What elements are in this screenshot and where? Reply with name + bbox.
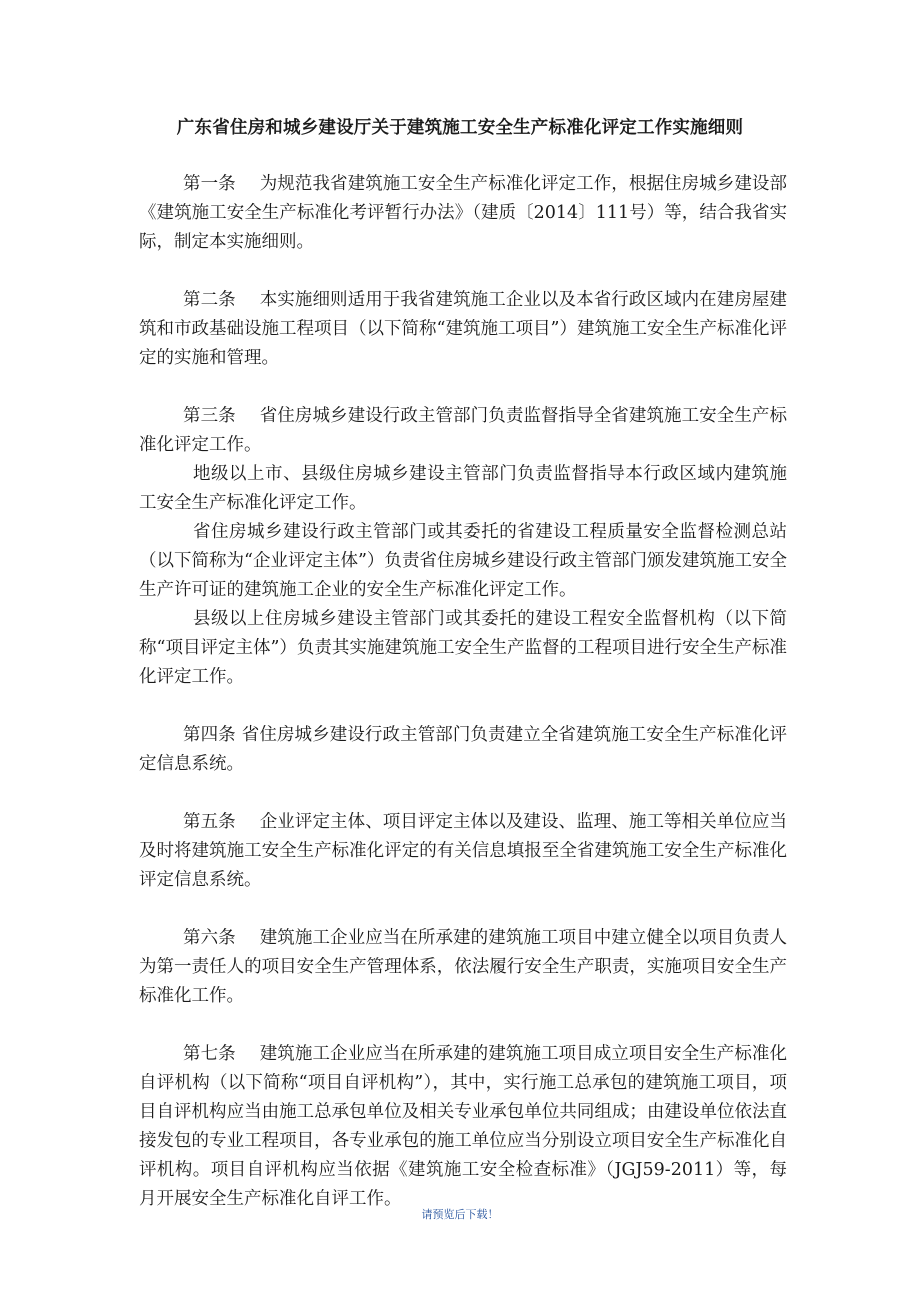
article-7 bbox=[139, 1040, 787, 1214]
article-3 bbox=[139, 402, 787, 692]
article-paragraph: 县级以上住房城乡建设主管部门或其委托的建设工程安全监督机构（以下简称“项目评定主体”）负责其实施建筑施工安全生产监督的工程项目进行安全生产标准化评定工作。 bbox=[139, 609, 787, 687]
article-1 bbox=[139, 170, 787, 257]
article-label: 第四条 bbox=[183, 725, 236, 745]
article-text: 企业评定主体、项目评定主体以及建设、监理、施工等相关单位应当及时将建筑施工安全生产标准化评定的有关信息填报至全省建筑施工安全生产标准化评定信息系统。 bbox=[139, 812, 787, 890]
article-label: 第七条 bbox=[183, 1044, 236, 1064]
article-4 bbox=[139, 721, 787, 779]
article-text: 省住房城乡建设行政主管部门负责监督指导全省建筑施工安全生产标准化评定工作。 bbox=[139, 406, 787, 455]
document-body bbox=[139, 170, 787, 1243]
article-paragraph bbox=[139, 924, 787, 1011]
article-label: 第三条 bbox=[183, 406, 236, 426]
article-label: 第六条 bbox=[183, 928, 236, 948]
article-text: 为规范我省建筑施工安全生产标准化评定工作，根据住房城乡建设部《建筑施工安全生产标准化考评暂行办法》（建质〔2014〕111号）等，结合我省实际，制定本实施细则。 bbox=[139, 174, 787, 252]
article-2 bbox=[139, 286, 787, 373]
page-footer: 请预览后下载！ bbox=[421, 1208, 499, 1221]
article-label: 第二条 bbox=[183, 290, 236, 310]
article-label: 第一条 bbox=[183, 174, 236, 194]
document-title: 广东省住房和城乡建设厅关于建筑施工安全生产标准化评定工作实施细则 bbox=[176, 118, 744, 138]
article-paragraph bbox=[139, 808, 787, 895]
article-5 bbox=[139, 808, 787, 895]
article-6 bbox=[139, 924, 787, 1011]
article-paragraph: 地级以上市、县级住房城乡建设主管部门负责监督指导本行政区域内建筑施工安全生产标准化评定工作。 bbox=[139, 464, 787, 513]
article-paragraph bbox=[139, 170, 787, 257]
article-paragraph bbox=[139, 402, 787, 460]
article-label: 第五条 bbox=[183, 812, 236, 832]
article-text: 建筑施工企业应当在所承建的建筑施工项目成立项目安全生产标准化自评机构（以下简称“项目自评机构”），其中，实行施工总承包的建筑施工项目，项目自评机构应当由施工总承包单位及相关专业承包单位共同组成；由建设单位依法直接发包的专业工程项目，各专业承包的施工单位应当分别设立项目安全生产标准化自评机构。项目自评机构应当依据《建筑施工安全检查标准》（JGJ59-2011）等，每月开展安全生产标准化自评工作。 bbox=[139, 1044, 787, 1209]
article-text: 本实施细则适用于我省建筑施工企业以及本省行政区域内在建房屋建筑和市政基础设施工程项目（以下简称“建筑施工项目”）建筑施工安全生产标准化评定的实施和管理。 bbox=[139, 290, 787, 368]
article-text: 省住房城乡建设行政主管部门负责建立全省建筑施工安全生产标准化评定信息系统。 bbox=[139, 725, 788, 774]
article-text: 建筑施工企业应当在所承建的建筑施工项目中建立健全以项目负责人为第一责任人的项目安全生产管理体系，依法履行安全生产职责，实施项目安全生产标准化工作。 bbox=[139, 928, 787, 1006]
article-paragraph bbox=[139, 721, 787, 779]
article-paragraph bbox=[139, 1040, 787, 1214]
article-paragraph: 省住房城乡建设行政主管部门或其委托的省建设工程质量安全监督检测总站（以下简称为“企业评定主体”）负责省住房城乡建设行政主管部门颁发建筑施工安全生产许可证的建筑施工企业的安全生产标准化评定工作。 bbox=[139, 522, 787, 600]
article-paragraph bbox=[139, 286, 787, 373]
